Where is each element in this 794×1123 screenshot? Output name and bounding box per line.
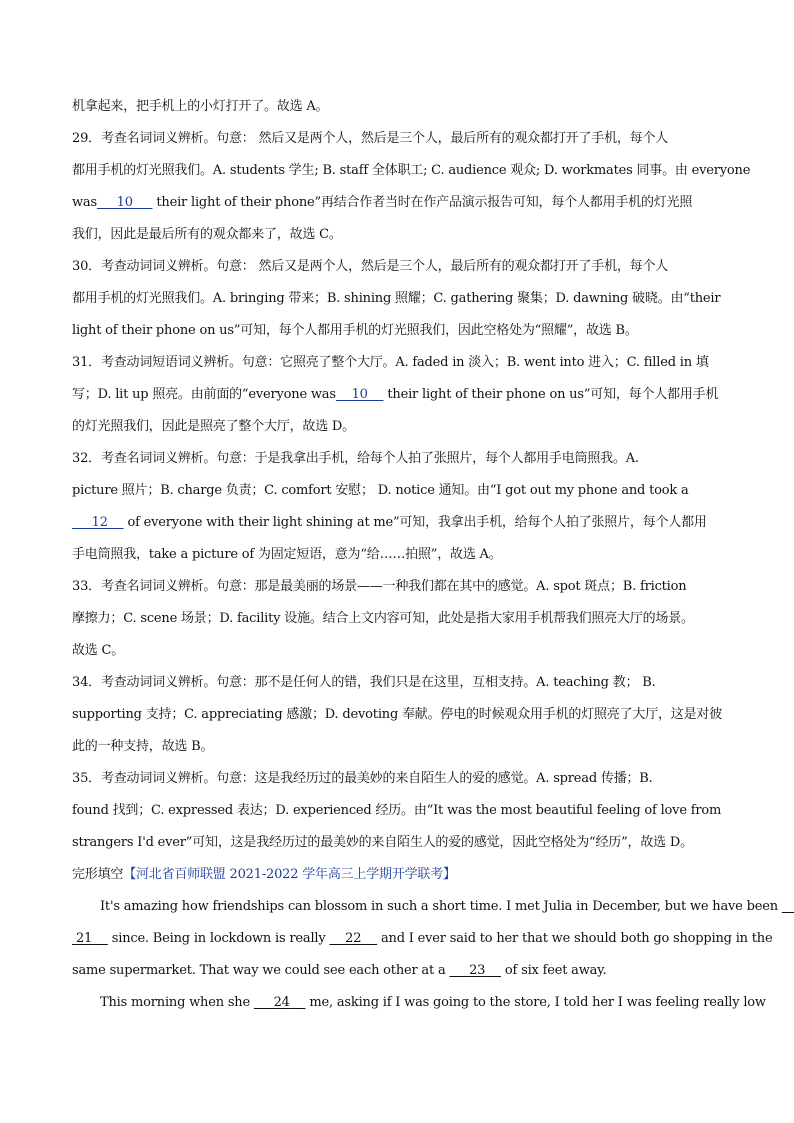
text-line: 都用手机的灯光照我们。A. students 学生; B. staff 全体职工; C. audience 观众; D. workmates 同事。由 everyone <box>72 163 751 178</box>
text-line: 写；D. lit up 照亮。由前面的“everyone was 10 their light of their phone on us”可知，每个人都用手机 <box>72 387 719 402</box>
text-line: 此的一种支持，故选 B。 <box>72 739 214 754</box>
answer-30: 30．考查动词词义辨析。句意： 然后又是两个人，然后是三个人，最后所有的观众都打开了手机，每个人 <box>72 259 669 274</box>
text-line: 都用手机的灯光照我们。A. bringing 带来；B. shining 照耀；C. gathering 聚集；D. dawning 破晓。由“their <box>72 291 721 306</box>
passage-line: 21 since. Being in lockdown is really 22 and I ever said to her that we should both go shopping in the <box>72 930 724 948</box>
text-line: 摩擦力；C. scene 场景；D. facility 设施。结合上文内容可知，此处是指大家用手机帮我们照亮大厅的场景。 <box>72 611 694 626</box>
section-heading: 完形填空【河北省百师联盟 2021-2022 学年高三上学期开学联考】 <box>72 867 456 882</box>
text-line: was 10 their light of their phone”再结合作者当时在作产品演示报告可知，每个人都用手机的灯光照 <box>72 195 693 210</box>
answer-35: 35．考查动词词义辨析。句意：这是我经历过的最美妙的来自陌生人的爱的感觉。A. spread 传播；B. <box>72 771 653 786</box>
passage-line: This morning when she 24 me, asking if I was going to the store, I told her I was feeling really low <box>100 995 766 1010</box>
text-line: supporting 支持；C. appreciating 感激；D. devoting 奉献。停电的时候观众用手机的灯照亮了大厅，这是对彼 <box>72 707 723 722</box>
blank-24: 24 <box>273 995 290 1010</box>
text-line: 故选 C。 <box>72 643 125 658</box>
answer-29: 29．考查名词词义辨析。句意： 然后又是两个人，然后是三个人，最后所有的观众都打开了手机，每个人 <box>72 131 669 146</box>
answer-34: 34．考查动词词义辨析。句意：那不是任何人的错，我们只是在这里，互相支持。A. teaching 教； B. <box>72 675 656 690</box>
blank-23: 23 <box>469 963 486 978</box>
blank-10: 10 <box>116 195 133 210</box>
blank-22: 22 <box>345 931 362 946</box>
text-line: strangers I'd ever”可知，这是我经历过的最美妙的来自陌生人的爱的感觉，因此空格处为“经历”，故选 D。 <box>72 835 693 850</box>
text-line: picture 照片；B. charge 负责；C. comfort 安慰； D. notice 通知。由“I got out my phone and took a <box>72 483 689 498</box>
blank-21 <box>782 899 794 914</box>
passage-line: It's amazing how friendships can blossom in such a short time. I met Julia in December, but we have been <box>100 898 724 916</box>
source-label: 【河北省百师联盟 2021-2022 学年高三上学期开学联考】 <box>123 867 456 882</box>
text-line: 12 of everyone with their light shining at me”可知，我拿出手机，给每个人拍了张照片，每个人都用 <box>72 514 724 532</box>
answer-33: 33．考查名词词义辨析。句意：那是最美丽的场景——一种我们都在其中的感觉。A. spot 斑点；B. friction <box>72 579 687 594</box>
text-line: 机拿起来，把手机上的小灯打开了。故选 A。 <box>72 99 329 114</box>
text-line: 我们，因此是最后所有的观众都来了，故选 C。 <box>72 227 342 242</box>
passage-line: same supermarket. That way we could see each other at a 23 of six feet away. <box>72 963 607 978</box>
blank-21: 21 <box>75 931 93 946</box>
answer-31: 31．考查动词短语词义辨析。句意：它照亮了整个大厅。A. faded in 淡入；B. went into 进入；C. filled in 填 <box>72 355 709 370</box>
text-line: found 找到；C. expressed 表达；D. experienced 经历。由“It was the most beautiful feeling of love from <box>72 803 722 818</box>
blank-10: 10 <box>351 387 368 402</box>
text-line: 的灯光照我们，因此是照亮了整个大厅，故选 D。 <box>72 419 355 434</box>
text-line: 手电筒照我，take a picture of 为固定短语，意为“给……拍照”，故选 A。 <box>72 547 502 562</box>
text-line: light of their phone on us”可知，每个人都用手机的灯光照我们，因此空格处为“照耀”，故选 B。 <box>72 323 638 338</box>
blank-12: 12 <box>91 515 108 530</box>
answer-32: 32．考查名词词义辨析。句意：于是我拿出手机，给每个人拍了张照片，每个人都用手电筒照我。A. <box>72 451 639 466</box>
